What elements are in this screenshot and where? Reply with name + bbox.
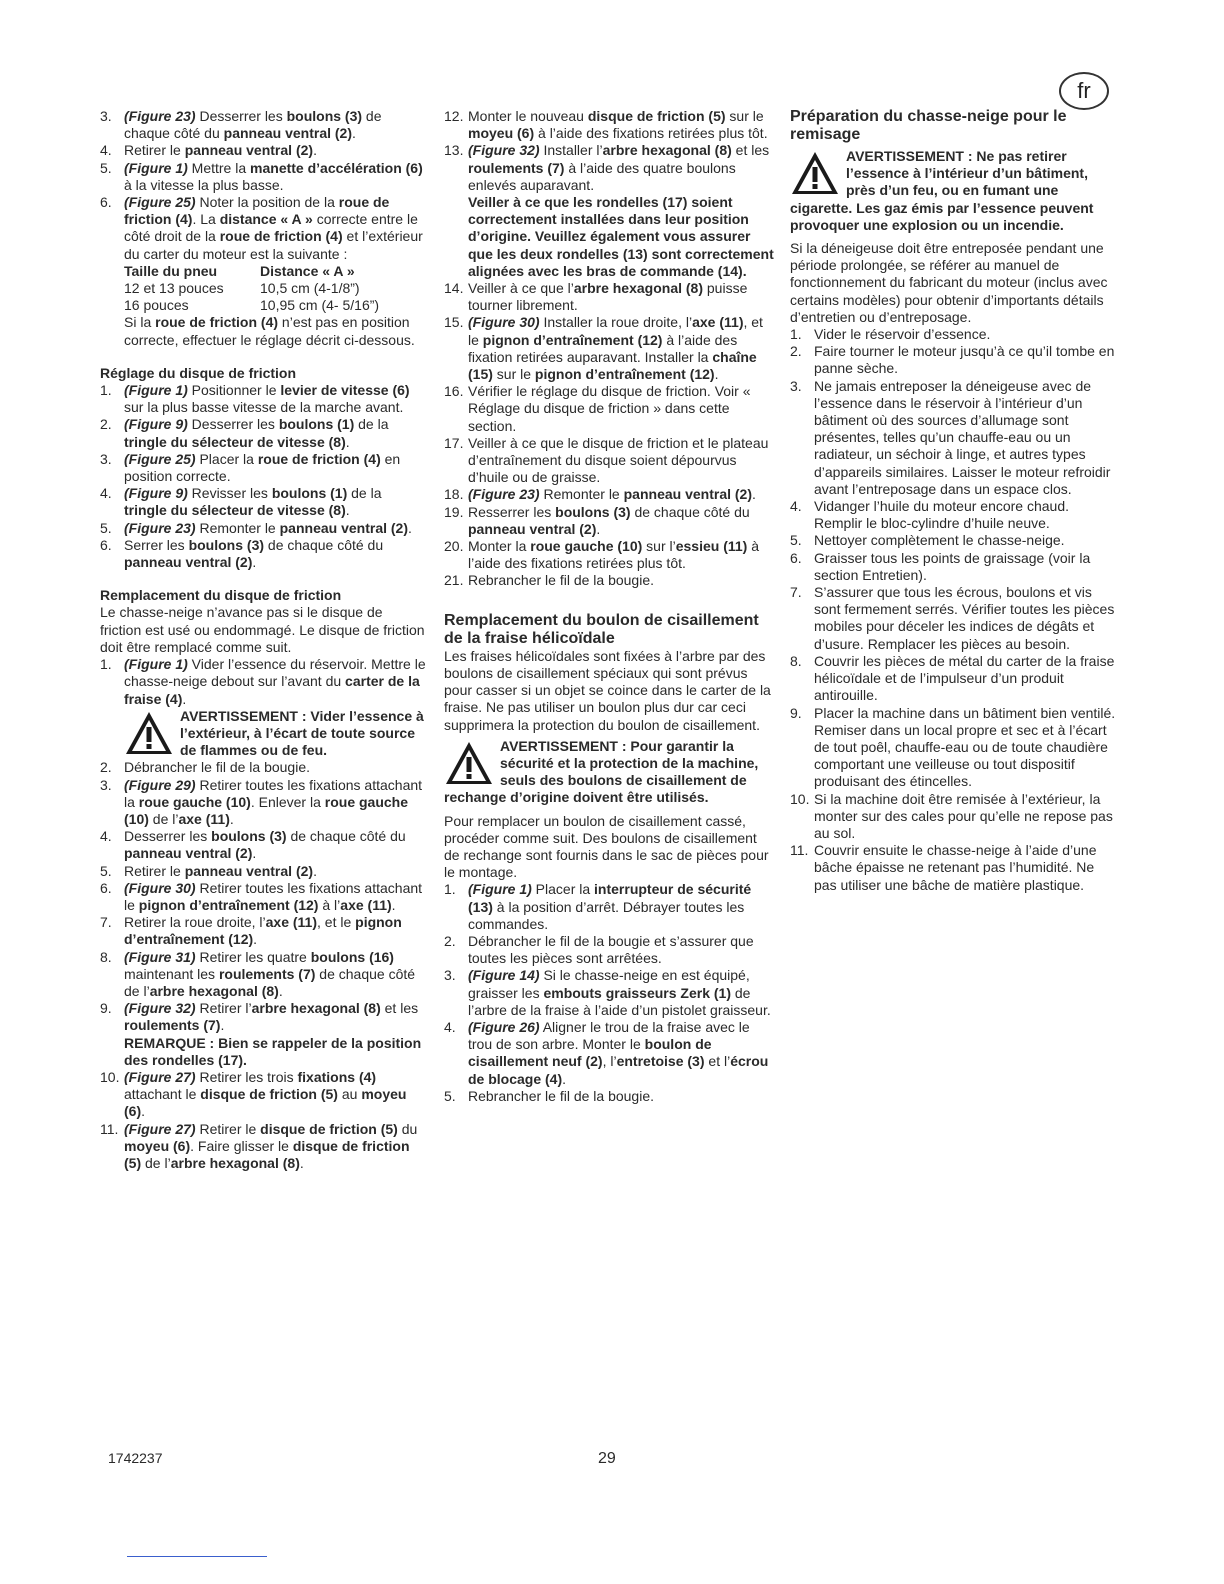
- list-item: [100, 142, 426, 159]
- list-item: [444, 538, 774, 572]
- list-item: [100, 1121, 426, 1173]
- list-item: [444, 142, 774, 280]
- item-number: 11.: [790, 842, 809, 859]
- item-number: 11.: [100, 1120, 119, 1137]
- item-number: 6.: [100, 194, 112, 211]
- item-number: 1.: [100, 656, 112, 673]
- item-text: (Figure 29) Retirer toutes les fixations attachant la roue gauche (10). Enlever la roue gauche (10) de l’axe (11).: [124, 776, 423, 827]
- list-item: [444, 933, 774, 967]
- list-item: [444, 108, 774, 142]
- item-text: Rebrancher le fil de la bougie.: [468, 1087, 655, 1104]
- list-item: [790, 705, 1120, 791]
- item-number: 3.: [100, 450, 112, 467]
- list-item: [790, 326, 1120, 343]
- section-heading: Réglage du disque de friction: [100, 364, 297, 381]
- table-cell: 10,5 cm (4-1/8”): [260, 280, 360, 297]
- item-text: Resserrer les boulons (3) de chaque côté du panneau ventral (2).: [468, 503, 750, 537]
- item-text: (Figure 30) Installer la roue droite, l’axe (11), et le pignon d’entraînement (12) à l’aide des fixation retirées auparavant. Installer la chaîne (15) sur le pignon d’entraînement (12).: [468, 314, 763, 383]
- item-number: 19.: [444, 503, 464, 520]
- item-text: S’assurer que tous les écrous, boulons et vis sont fermement serrés. Vérifier toutes les pièces mobiles pour déceler les indices de dégâts et d’usure. Remplacer les pièces au besoin.: [814, 584, 1115, 652]
- item-number: 1.: [100, 382, 112, 399]
- item-number: 7.: [100, 914, 112, 931]
- list-item: [100, 382, 426, 416]
- list-item: [100, 520, 426, 537]
- list-item: [100, 1000, 426, 1069]
- item-number: 9.: [100, 1000, 112, 1017]
- list-item: [100, 160, 426, 194]
- item-text: Veiller à ce que l’arbre hexagonal (8) puisse tourner librement.: [468, 280, 748, 314]
- item-text: Si la machine doit être remisée à l’extérieur, la monter sur des cales pour qu’elle ne repose pas au sol.: [814, 790, 1113, 841]
- item-number: 2.: [100, 759, 112, 776]
- item-text: (Figure 23) Remonter le panneau ventral (2).: [468, 486, 756, 503]
- section-heading: Remplacement du disque de friction: [100, 587, 342, 604]
- item-number: 8.: [100, 948, 112, 965]
- item-number: 5.: [100, 519, 112, 536]
- list-item: [100, 416, 426, 450]
- warning-block: AVERTISSEMENT : Ne pas retirer l’essence à l’intérieur d’un bâtiment, près d’un feu, ou en fumant une cigarette. Les gaz émis par l’essence peuvent provoquer une explosion ou un incendie.: [790, 148, 1094, 233]
- underline-rule: [127, 1556, 267, 1557]
- item-number: 12.: [444, 108, 464, 124]
- item-number: 5.: [100, 862, 112, 879]
- list-item: [444, 486, 774, 503]
- list-item: [790, 653, 1120, 705]
- page-number: 29: [598, 1450, 616, 1467]
- item-number: 15.: [444, 314, 464, 331]
- item-text: Retirer la roue droite, l’axe (11), et le pignon d’entraînement (12).: [124, 914, 402, 948]
- item-text: (Figure 27) Retirer les trois fixations (4) attachant le disque de friction (5) au moyeu (6).: [124, 1068, 407, 1120]
- item-number: 13.: [444, 142, 464, 159]
- list-item: [100, 828, 426, 862]
- item-number: 1.: [444, 881, 456, 898]
- table-cell: 12 et 13 pouces: [124, 280, 224, 297]
- item-text: Placer la machine dans un bâtiment bien ventilé. Remiser dans un local propre et sec et à l’écart de tout poêl, chauffe-eau ou de toute chaudière comportant une veilleuse ou tout dispositif produisant des étincelles.: [814, 704, 1116, 790]
- warning-icon: [444, 740, 494, 786]
- item-text: (Figure 1) Mettre la manette d’accélération (6) à la vitesse la plus basse.: [124, 159, 423, 193]
- item-number: 7.: [790, 584, 802, 601]
- item-text: Faire tourner le moteur jusqu’à ce qu’il tombe en panne sèche.: [814, 343, 1115, 377]
- item-number: 2.: [790, 343, 802, 360]
- table-cell: 16 pouces: [124, 297, 189, 314]
- item-text: Serrer les boulons (3) de chaque côté du panneau ventral (2).: [124, 536, 384, 571]
- item-text: (Figure 9) Revisser les boulons (1) de la tringle du sélecteur de vitesse (8).: [124, 485, 382, 519]
- list-item: [100, 656, 426, 708]
- warning-block: AVERTISSEMENT : Pour garantir la sécurité et la protection de la machine, seuls des boulons de cisaillement de rechange d’origine doivent être utilisés.: [444, 737, 759, 806]
- item-text: Vérifier le réglage du disque de friction. Voir « Réglage du disque de friction » dans cette section.: [468, 383, 751, 434]
- warning-icon: [124, 710, 174, 756]
- item-text: (Figure 9) Desserrer les boulons (1) de la tringle du sélecteur de vitesse (8).: [124, 416, 389, 450]
- item-number: 4.: [100, 485, 112, 502]
- section-intro: Si la déneigeuse doit être entreposée pendant une période prolongée, se référer au manuel de fonctionnement du fabricant du moteur (inclus avec certains modèles) pour obtenir d’importants détails d’entretien ou d’entreposage.: [790, 240, 1108, 325]
- item-number: 10.: [790, 790, 810, 807]
- item-number: 2.: [444, 932, 456, 949]
- item-number: 20.: [444, 538, 464, 555]
- item-number: 4.: [100, 142, 112, 159]
- item-text: Graisser tous les points de graissage (voir la section Entretien).: [814, 549, 1091, 583]
- list-item: [790, 532, 1120, 549]
- item-number: 4.: [444, 1018, 456, 1035]
- item-number: 6.: [100, 536, 112, 553]
- list-item: [100, 777, 426, 829]
- item-text: Rebrancher le fil de la bougie.: [468, 572, 655, 589]
- item-text: (Figure 31) Retirer les quatre boulons (16) maintenant les roulements (7) de chaque côté de l’arbre hexagonal (8).: [124, 948, 416, 999]
- item-text: Monter le nouveau disque de friction (5) sur le moyeu (6) à l’aide des fixations retirées plus tôt.: [468, 108, 768, 142]
- section-intro: Le chasse-neige n’avance pas si le disque de friction est usé ou endommagé. Le disque de friction doit être remplacé comme suit.: [100, 604, 425, 655]
- item-text: Veiller à ce que le disque de friction et le plateau d’entraînement du disque soient dépourvus d’huile ou de graisse.: [468, 434, 769, 486]
- item-text: (Figure 14) Si le chasse-neige en est équipé, graisser les embouts graisseurs Zerk (1) de l’arbre de la fraise à l’aide d’un pistolet graisseur.: [468, 967, 771, 1018]
- list-item: [790, 842, 1120, 894]
- list-item: [100, 880, 426, 914]
- list-item: [790, 584, 1120, 653]
- item-number: 3.: [100, 108, 112, 124]
- warning-block: AVERTISSEMENT : Vider l’essence à l’extérieur, à l’écart de toute source de flammes ou de feu.: [100, 708, 426, 760]
- table-header: Taille du pneu: [124, 262, 218, 279]
- item-text: (Figure 30) Retirer toutes les fixations attachant le pignon d’entraînement (12) à l’axe (11).: [124, 879, 423, 913]
- item-text: Nettoyer complètement le chasse-neige.: [814, 532, 1065, 549]
- list-item: [444, 314, 774, 383]
- item-text: Débrancher le fil de la bougie et s’assurer que toutes les pièces sont arrêtées.: [468, 932, 754, 967]
- item-text: Couvrir ensuite le chasse-neige à l’aide d’une bâche épaisse ne retenant pas l’humidité. Ne pas utiliser une bâche de matière plastique.: [814, 842, 1097, 893]
- item-number: 4.: [100, 828, 112, 845]
- list-item: [100, 914, 426, 948]
- table-cell: 10,95 cm (4- 5/16”): [260, 297, 380, 314]
- list-item: [100, 537, 426, 571]
- list-item: [444, 504, 774, 538]
- item-number: 16.: [444, 383, 464, 400]
- item-text: (Figure 32) Retirer l’arbre hexagonal (8) et les roulements (7).: [124, 1000, 419, 1034]
- item-text: (Figure 32) Installer l’arbre hexagonal (8) et les roulements (7) à l’aide des quatre boulons enlevés auparavant.: [468, 142, 770, 193]
- item-text: Couvrir les pièces de métal du carter de la fraise hélicoïdale et de l’impulseur d’un produit antirouille.: [814, 652, 1115, 704]
- list-item: [100, 194, 426, 263]
- list-item: [100, 485, 426, 519]
- item-text: Retirer le panneau ventral (2).: [124, 142, 317, 159]
- item-number: 21.: [444, 572, 464, 589]
- language-badge: fr: [1059, 72, 1109, 110]
- item-text: (Figure 1) Placer la interrupteur de sécurité (13) à la position d’arrêt. Débrayer toutes les commandes.: [468, 881, 752, 932]
- item-number: 9.: [790, 704, 802, 721]
- item-number: 1.: [790, 326, 802, 343]
- item-number: 18.: [444, 486, 464, 503]
- item-note: Veiller à ce que les rondelles (17) soient correctement installées dans leur position d’origine. Veuillez également vous assurer que les deux rondelles (13) sont correctement alignées avec les bras de commande (14).: [468, 194, 774, 279]
- list-item: [100, 863, 426, 880]
- warning-icon: [790, 150, 840, 196]
- item-number: 5.: [100, 159, 112, 176]
- distance-table: [100, 263, 426, 349]
- after-table-text: Si la roue de friction (4) n’est pas en position correcte, effectuer le réglage décrit ci-dessous.: [124, 314, 415, 348]
- item-number: 6.: [790, 549, 802, 566]
- list-item: [444, 280, 774, 314]
- table-header: Distance « A »: [260, 262, 355, 279]
- section-heading: Remplacement du boulon de cisaillement de la fraise hélicoïdale: [444, 611, 759, 647]
- column-right: [790, 108, 1120, 894]
- item-text: Monter la roue gauche (10) sur l’essieu (11) à l’aide des fixations retirées plus tôt.: [468, 538, 760, 572]
- list-item: [444, 572, 774, 589]
- list-item: [444, 967, 774, 1019]
- item-number: 5.: [790, 532, 802, 549]
- item-text: (Figure 23) Desserrer les boulons (3) de chaque côté du panneau ventral (2).: [124, 108, 382, 142]
- column-middle: [444, 108, 774, 1105]
- item-number: 10.: [100, 1068, 120, 1085]
- list-item: [100, 949, 426, 1001]
- list-item: [100, 108, 426, 142]
- list-item: [444, 881, 774, 933]
- list-item: [790, 550, 1120, 584]
- item-text: (Figure 26) Aligner le trou de la fraise avec le trou de son arbre. Monter le boulon de cisaillement neuf (2), l’entretoise (3) et l’écrou de blocage (4).: [468, 1018, 769, 1087]
- document-number: 1742237: [108, 1450, 163, 1466]
- item-text: Desserrer les boulons (3) de chaque côté du panneau ventral (2).: [124, 828, 406, 862]
- list-item: [790, 343, 1120, 377]
- item-text: Vider le réservoir d’essence.: [814, 326, 991, 343]
- column-left: [100, 108, 426, 1172]
- list-item: [790, 378, 1120, 498]
- item-number: 3.: [444, 967, 456, 984]
- item-number: 2.: [100, 416, 112, 433]
- item-number: 3.: [790, 377, 802, 394]
- list-item: [100, 1069, 426, 1121]
- item-number: 5.: [444, 1087, 456, 1104]
- list-item: [790, 498, 1120, 532]
- list-item: [444, 435, 774, 487]
- section-intro: Les fraises hélicoïdales sont fixées à l’arbre par des boulons de cisaillement spéciaux qui sont prévus pour casser si un objet se coince dans le carter de la fraise. Ne pas utiliser un boulon plus dur car ceci supprimera la protection du boulon de cisaillement.: [444, 647, 771, 733]
- item-number: 17.: [444, 434, 464, 451]
- list-item: [100, 451, 426, 485]
- item-text: (Figure 25) Placer la roue de friction (4) en position correcte.: [124, 450, 401, 485]
- item-text: (Figure 25) Noter la position de la roue de friction (4). La distance « A » correcte entre le côté droit de la roue de friction (4) et l’extérieur du carter du moteur est la suivante :: [124, 194, 423, 262]
- item-text: Débrancher le fil de la bougie.: [124, 759, 311, 776]
- item-number: 8.: [790, 652, 802, 669]
- item-text: (Figure 23) Remonter le panneau ventral (2).: [124, 519, 412, 536]
- item-note: REMARQUE : Bien se rappeler de la position des rondelles (17).: [124, 1034, 422, 1068]
- item-text: Retirer le panneau ventral (2).: [124, 862, 317, 879]
- list-item: [444, 1088, 774, 1105]
- item-text: Ne jamais entreposer la déneigeuse avec de l’essence dans le réservoir à l’intérieur d’un bâtiment où des sources d’allumage sont présentes, telles qu’un chauffe-eau ou un radiateur, un séchoir à linge, et autres types d’appareils similaires. Laisser le moteur refroidir avant l’entreposage dans un espace clos.: [814, 377, 1111, 497]
- item-number: 3.: [100, 776, 112, 793]
- item-number: 14.: [444, 280, 464, 297]
- section-heading: Préparation du chasse-neige pour le remisage: [790, 108, 1067, 143]
- item-text: (Figure 1) Positionner le levier de vitesse (6) sur la plus basse vitesse de la marche avant.: [124, 382, 410, 416]
- list-item: [444, 1019, 774, 1088]
- item-text: (Figure 27) Retirer le disque de friction (5) du moyeu (6). Faire glisser le disque de friction (5) de l’arbre hexagonal (8).: [124, 1120, 418, 1171]
- list-item: [444, 383, 774, 435]
- item-number: 6.: [100, 879, 112, 896]
- item-number: 4.: [790, 498, 802, 515]
- item-text: Vidanger l’huile du moteur encore chaud. Remplir le bloc-cylindre d’huile neuve.: [814, 498, 1070, 532]
- list-item: [100, 759, 426, 776]
- section-text: Pour remplacer un boulon de cisaillement cassé, procéder comme suit. Des boulons de cisaillement de rechange sont fournis dans le sac de pièces pour le montage.: [444, 812, 769, 881]
- item-text: (Figure 1) Vider l’essence du réservoir. Mettre le chasse-neige debout sur l’avant du carter de la fraise (4).: [124, 656, 426, 707]
- list-item: [790, 791, 1120, 843]
